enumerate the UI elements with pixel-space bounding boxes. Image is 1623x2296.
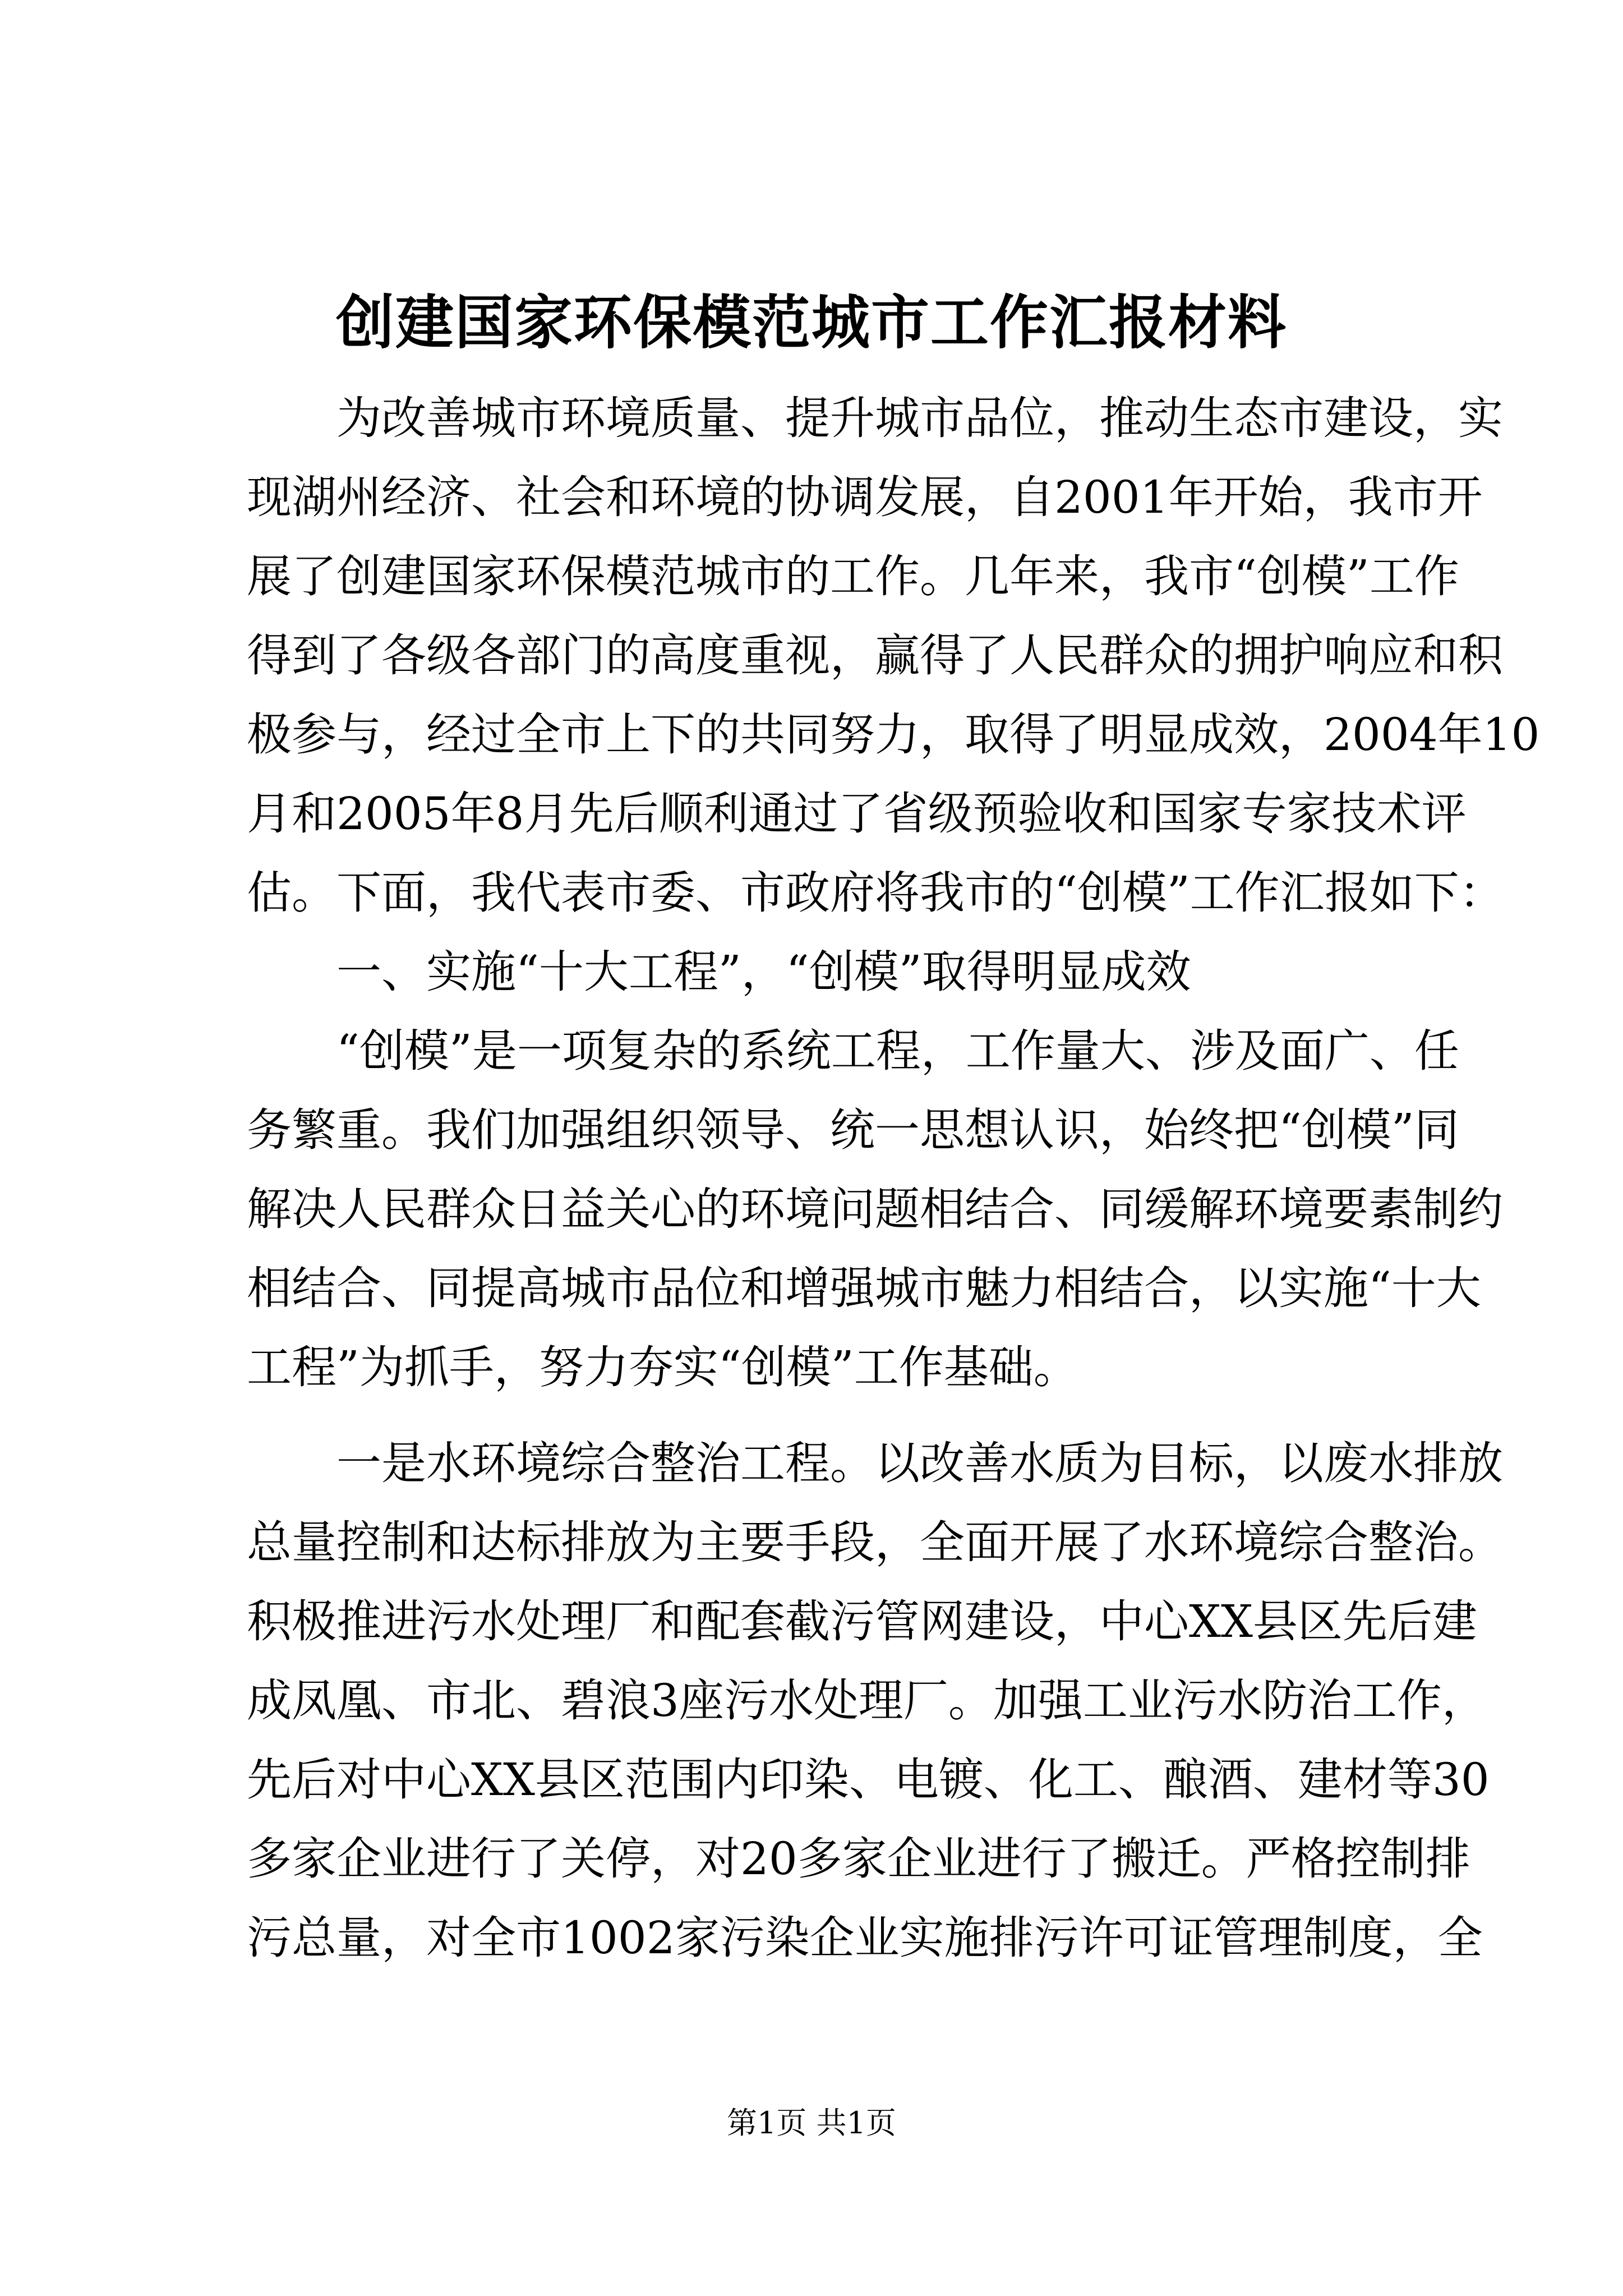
text-line: 工程”为抓手，努力夯实“创模”工作基础。: [247, 1341, 1078, 1393]
text-line: 先 后 对 中 心 XX 县 区 范 围 内 印 染 、 电 镀 、 化 工 、 酿 酒 、 建 材 等 30: [247, 1754, 1490, 1806]
text-line: 积 极 推 进 污 水 处 理 厂 和 配 套 截 污 管 网 建 设 ， 中 心 XX 县 区 先 后 建: [247, 1595, 1477, 1648]
text-line: 总 量 控 制 和 达 标 排 放 为 主 要 手 段 ， 全 面 开 展 了 水 环 境 综 合 整 治 。: [247, 1516, 1503, 1568]
text-line: 多 家 企 业 进 行 了 关 停 ， 对 20 多 家 企 业 进 行 了 搬 迁 。 严 格 控 制 排: [247, 1833, 1470, 1885]
text-line: 展 了 创 建 国 家 环 保 模 范 城 市 的 工 作 。 几 年 来 ， 我 市 “ 创 模 ” 工 作: [247, 550, 1459, 602]
text-line: 一、实施“十大工程”，“创模”取得明显成效: [336, 946, 1191, 998]
text-line: 污 总 量 ， 对 全 市 1002 家 污 染 企 业 实 施 排 污 许 可 证 管 理 制 度 ， 全: [247, 1912, 1483, 1964]
paragraph-gap: [247, 1407, 1419, 1424]
text-line: 月 和 2005 年 8 月 先 后 顺 利 通 过 了 省 级 预 验 收 和 国 家 专 家 技 术 评: [247, 788, 1467, 840]
text-line: 为 改 善 城 市 环 境 质 量 、 提 升 城 市 品 位 ， 推 动 生 态 市 建 设 ， 实: [336, 392, 1503, 444]
text-line: 成 凤 凰 、 市 北 、 碧 浪 3 座 污 水 处 理 厂 。 加 强 工 业 污 水 防 治 工 作 ，: [247, 1674, 1487, 1727]
text-line: 现 湖 州 经 济 、 社 会 和 环 境 的 协 调 发 展 ， 自 2001 年 开 始 ， 我 市 开: [247, 471, 1483, 523]
text-line: 解 决 人 民 群 众 日 益 关 心 的 环 境 问 题 相 结 合 、 同 缓 解 环 境 要 素 制 约: [247, 1183, 1503, 1235]
text-line: 一 是 水 环 境 综 合 整 治 工 程 。 以 改 善 水 质 为 目 标 ， 以 废 水 排 放: [336, 1437, 1503, 1489]
text-line: 相 结 合 、 同 提 高 城 市 品 位 和 增 强 城 市 魅 力 相 结 合 ， 以 实 施 “ 十 大: [247, 1262, 1481, 1314]
page-footer: 第1页 共1页: [727, 2105, 896, 2141]
document-body: [247, 379, 1540, 1977]
text-line: 极 参 与 ， 经 过 全 市 上 下 的 共 同 努 力 ， 取 得 了 明 显 成 效 ， 2004 年 10: [247, 708, 1540, 761]
text-line: “ 创 模 ” 是 一 项 复 杂 的 系 统 工 程 ， 工 作 量 大 、 涉 及 面 广 、 任: [336, 1025, 1459, 1077]
text-line: 估。下面，我代表市委、市政府将我市的“创模”工作汇报如下：: [247, 867, 1504, 919]
text-line: 得 到 了 各 级 各 部 门 的 高 度 重 视 ， 赢 得 了 人 民 群 众 的 拥 护 响 应 和 积: [247, 629, 1503, 682]
text-line: 务 繁 重 。 我 们 加 强 组 织 领 导 、 统 一 思 想 认 识 ， 始 终 把 “ 创 模 ” 同: [247, 1104, 1459, 1156]
document-title: 创建国家环保模范城市工作汇报材料: [335, 288, 1287, 357]
